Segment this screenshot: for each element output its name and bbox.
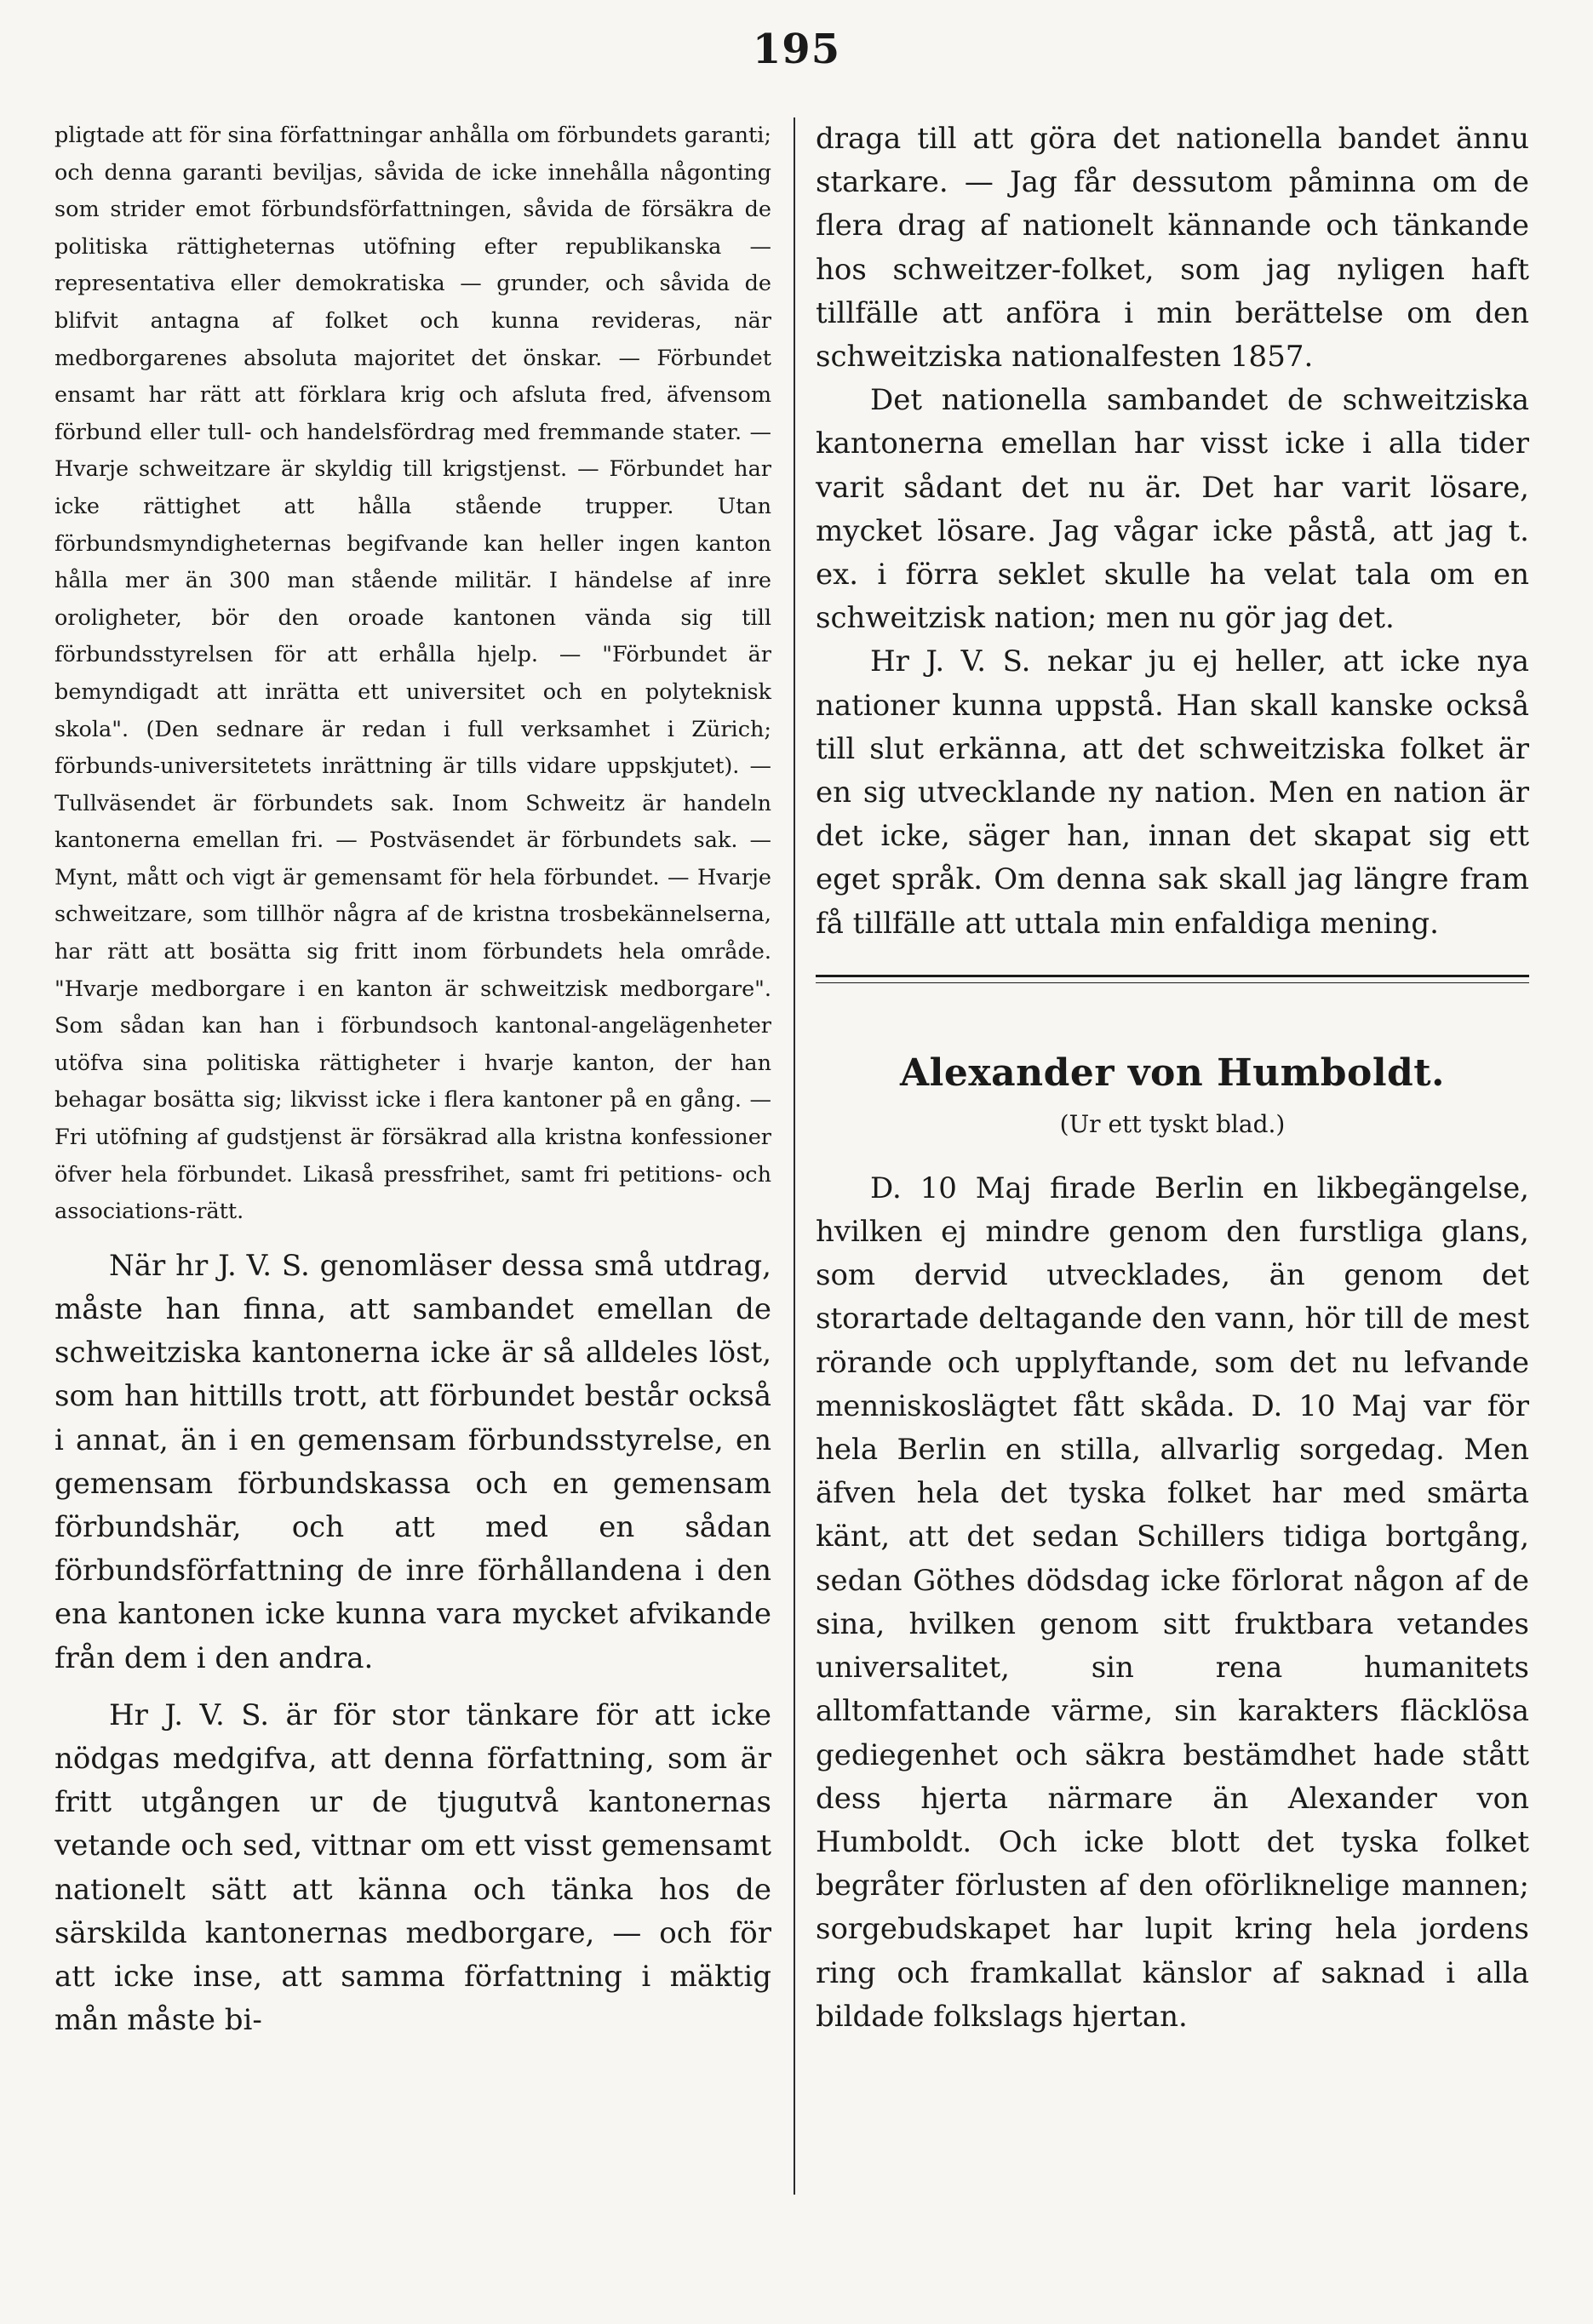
constitution-excerpt-paragraph: pligtade att för sina författningar anhålla om förbundets garanti; och denna garanti beviljas, såvida de icke innehålla någonting som strider emot förbundsförfattningen, såvida de försäkra de politiska rättigheternas utöfning efter republikanska — representativa eller demokratiska — grunder, och såvida de blifvit antagna af folket och kunna revideras, när medborgarenes absoluta majoritet det önskar. — Förbundet ensamt har rätt att förklara krig och afsluta fred, äfvensom förbund eller tull- och handelsfördrag med fremmande stater. — Hvarje schweitzare är skyldig till krigstjenst. — Förbundet har icke rättighet att hålla stående trupper. Utan förbundsmyndigheternas begifvande kan heller ingen kanton hålla mer än 300 man stående militär. I händelse af inre oroligheter, bör den oroade kantonen vända sig till förbundsstyrelsen för att erhålla hjelp. — "Förbundet är bemyndigadt att inrätta ett universitet och en polyteknisk skola". (Den sednare är redan i full verksamhet i Zürich; förbunds-universitetets inrättning är tills vidare uppskjutet). — Tullväsendet är förbundets sak. Inom Schweitz är handeln kantonerna emellan fri. — Postväsendet är förbundets sak. — Mynt, mått och vigt är gemensamt för hela förbundet. — Hvarje schweitzare, som tillhör några af de kristna trosbekännelserna, har rätt att bosätta sig fritt inom förbundets hela område. "Hvarje medborgare i en kanton är schweitzisk medborgare". Som sådan kan han i förbundsoch kantonal-angelägenheter utöfva sina politiska rättigheter i hvarje kanton, der han behagar bosätta sig; likvisst icke i flera kantoner på en gång. — Fri utöfning af gudstjenst är försäkrad alla kristna konfessioner öfver hela förbundet. Likaså pressfrihet, samt fri petitions- och associations-rätt. bbox=[54, 123, 771, 1225]
article-source: (Ur ett tyskt blad.) bbox=[1059, 1109, 1286, 1138]
column-divider bbox=[794, 117, 795, 2195]
article-body-paragraph: D. 10 Maj firade Berlin en likbegängelse, hvilken ej mindre genom den furstliga glans, som dervid utvecklades, än genom det storartade deltagande den vann, hör till de mest rörande och upplyftande, som det nu lefvande menniskoslägtet fått skåda. D. 10 Maj var för hela Berlin en stilla, allvarlig sorgedag. Men äfven hela det tyska folket har med smärta känt, att det sedan Schillers tidiga bortgång, sedan Göthes dödsdag icke förlorat någon af de sina, hvilken genom sitt fruktbara vetandes universalitet, sin rena humanitets alltomfattande värme, sin karakters fläcklösa gediegenhet och säkra bestämdhet hade stått dess hjerta närmare än Alexander von Humboldt. Och icke blott det tyska folket begråter förlusten af den oförliknelige mannen; sorgebudskapet har lupit kring hela jordens ring och framkallat känslor af saknad i alla bildade folkslags hjertan. bbox=[816, 1171, 1529, 2034]
left-column bbox=[54, 117, 771, 2042]
right-column bbox=[816, 117, 1529, 2039]
right-paragraph-3: Hr J. V. S. nekar ju ej heller, att icke nya nationer kunna uppstå. Han skall kanske också till slut erkänna, att det schweitziska folket är en sig utvecklande ny nation. Men en nation är det icke, säger han, innan det skapat sig ett eget språk. Om denna sak skall jag längre fram få tillfälle att uttala min enfaldiga mening. bbox=[816, 644, 1529, 941]
left-paragraph-2: När hr J. V. S. genomläser dessa små utdrag, måste han finna, att sambandet emellan de schweitziska kantonerna icke är så alldeles löst, som han hittills trott, att förbundet består också i annat, än i en gemensam förbundsstyrelse, en gemensam förbundskassa och en gemensam förbundshär, och att med en sådan förbundsförfattning de inre förhållandena i den ena kantonen icke kunna vara mycket afvikande från dem i den andra. bbox=[54, 1248, 771, 1675]
article-title: Alexander von Humboldt. bbox=[900, 1050, 1445, 1095]
left-paragraph-3: Hr J. V. S. är för stor tänkare för att icke nödgas medgifva, att denna författning, som är fritt utgången ur de tjugutvå kantonernas vetande och sed, vittnar om ett visst gemensamt nationelt sätt att känna och tänka hos de särskilda kantonernas medborgare, — och för att icke inse, att samma författning i mäktig mån måste bi- bbox=[54, 1697, 771, 2038]
right-paragraph-1: draga till att göra det nationella bandet ännu starkare. — Jag får dessutom påminna om de flera drag af nationelt kännande och tänkande hos schweitzer-folket, som jag nyligen haft tillfälle att anföra i min berättelse om den schweitziska nationalfesten 1857. bbox=[816, 122, 1529, 375]
right-paragraph-2: Det nationella sambandet de schweitziska kantonerna emellan har visst icke i alla tider varit sådant det nu är. Det har varit lösare, mycket lösare. Jag vågar icke påstå, att jag t. ex. i förra seklet skulle ha velat tala om en schweitzisk nation; men nu gör jag det. bbox=[816, 383, 1529, 636]
page-number: 195 bbox=[752, 26, 841, 73]
section-divider bbox=[816, 975, 1529, 983]
